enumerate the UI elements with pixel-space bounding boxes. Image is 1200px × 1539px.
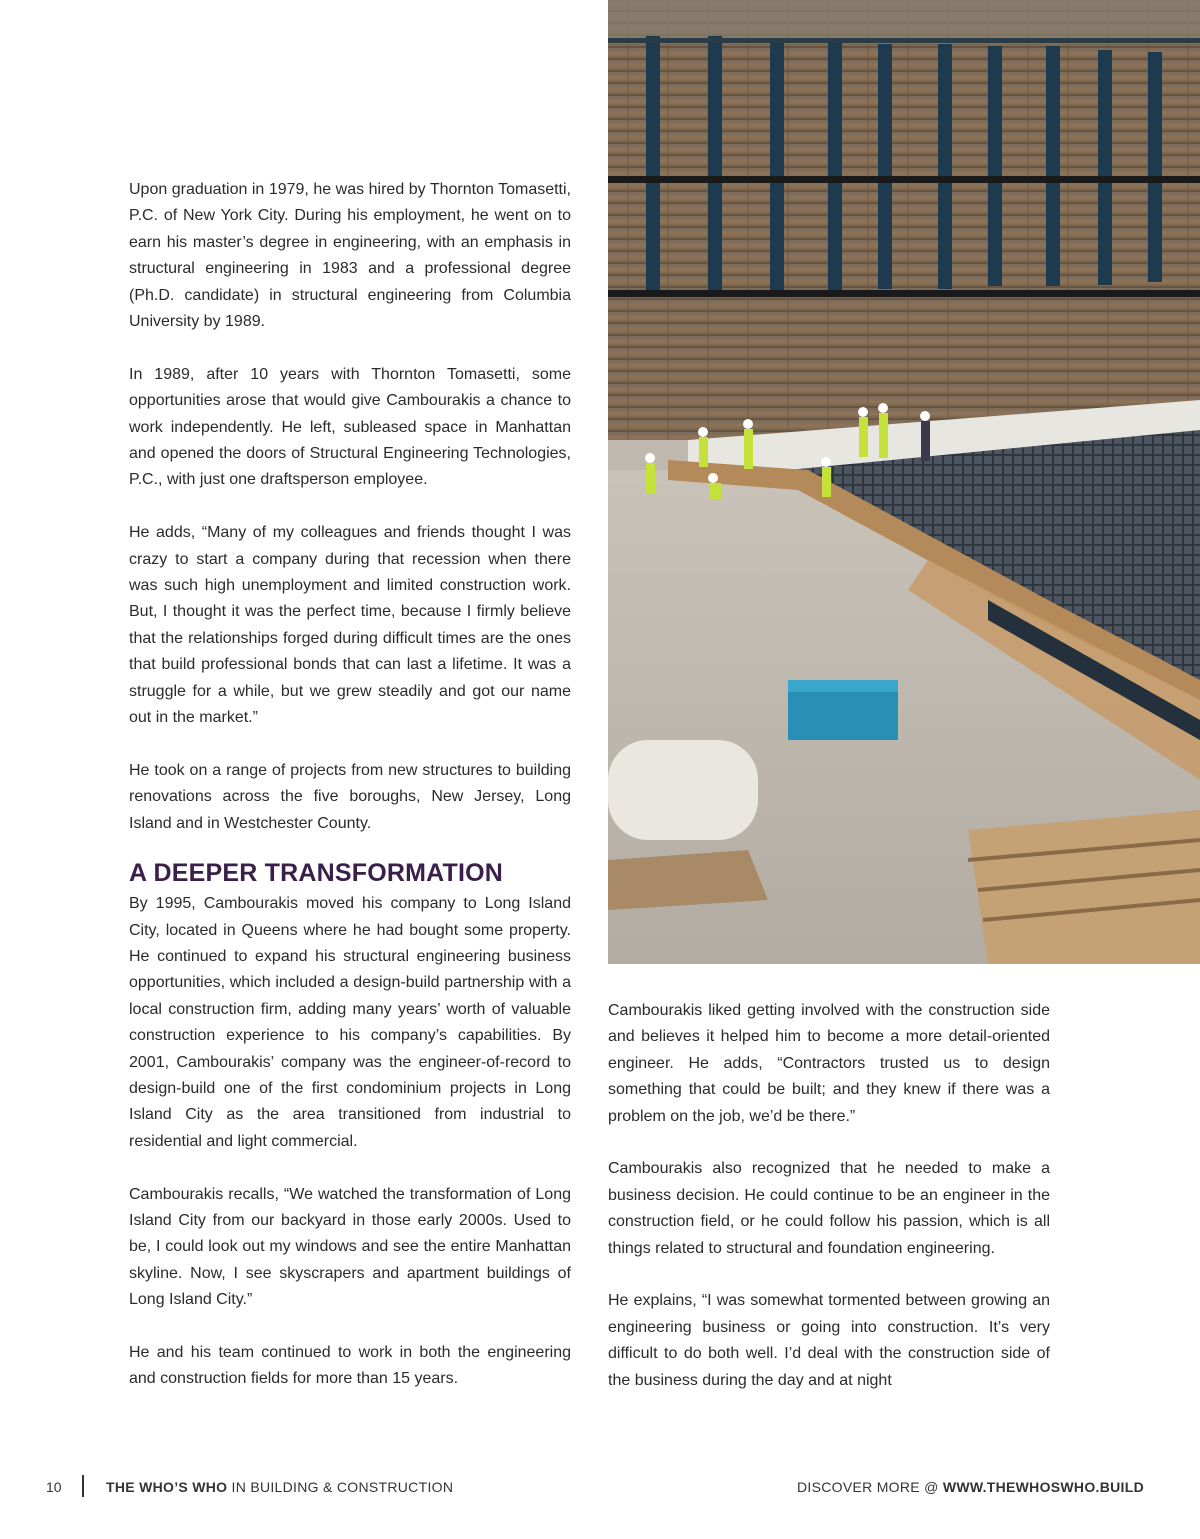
right-column <box>608 998 1050 1420</box>
paragraph: Cambourakis also recognized that he needed to make a business decision. He could continue to be an engineer in the construction field, or he could follow his passion, which is all things related to structural and foundation engineering. <box>608 1160 1050 1257</box>
page-number: 10 <box>46 1479 62 1495</box>
paragraph: In 1989, after 10 years with Thornton Tomasetti, some opportunities arose that would give Cambourakis a chance to work independently. He left, subleased space in Manhattan and opened the doors of Structural Engineering Technologies, P.C., with just one draftsperson employee. <box>129 365 571 489</box>
paragraph: Cambourakis liked getting involved with the construction side and believes it helped him to become a more detail-oriented engineer. He adds, “Contractors trusted us to design something that could be built; and they knew if there was a problem on the job, we’d be there.” <box>608 1002 1050 1125</box>
website-link[interactable] <box>797 1479 1144 1495</box>
paragraph: By 1995, Cambourakis moved his company to Long Island City, located in Queens where he had bought some property. He continued to expand his structural engineering business opportunities, which included a design-build partnership with a local construction firm, adding many years’ worth of valuable construction experience to his company’s capabilities. By 2001, Cambourakis’ company was the engineer-of-record to design-build one of the first condominium projects in Long Island City as the area transitioned from industrial to residential and light commercial. <box>129 895 571 1150</box>
construction-site-photo <box>608 0 1200 964</box>
discover-label: DISCOVER MORE @ <box>797 1479 943 1495</box>
footer-divider <box>82 1475 84 1497</box>
publication-name <box>106 1479 453 1495</box>
section-heading: A DEEPER TRANSFORMATION <box>129 859 504 888</box>
paragraph: Upon graduation in 1979, he was hired by Thornton Tomasetti, P.C. of New York City. During his employment, he went on to earn his master’s degree in engineering, with an emphasis in structural engineering in 1983 and a professional degree (Ph.D. candidate) in structural engineering from Columbia University by 1989. <box>129 181 571 331</box>
left-column <box>129 177 571 1419</box>
paragraph: Cambourakis recalls, “We watched the transformation of Long Island City from our backyard in those early 2000s. Used to be, I could look out my windows and see the entire Manhattan skyline. Now, I see skyscrapers and apartment buildings of Long Island City.” <box>129 1185 571 1309</box>
paragraph: He explains, “I was somewhat tormented between growing an engineering business or going into construction. It’s very difficult to do both well. I’d deal with the construction side of the business during the day and at night <box>608 1292 1050 1389</box>
paragraph: He and his team continued to work in both the engineering and construction fields for more than 15 years. <box>129 1343 571 1388</box>
paragraph: He took on a range of projects from new structures to building renovations across the five boroughs, New Jersey, Long Island and in Westchester County. <box>129 761 571 832</box>
website-url[interactable]: WWW.THEWHOSWHO.BUILD <box>942 1479 1144 1495</box>
publication-name-bold: THE WHO’S WHO <box>106 1479 228 1495</box>
publication-name-rest: IN BUILDING & CONSTRUCTION <box>227 1479 454 1495</box>
paragraph: He adds, “Many of my colleagues and friends thought I was crazy to start a company during that recession when there was such high unemployment and limited construction work. But, I thought it was the perfect time, because I firmly believe that the relationships forged during difficult times are the ones that build professional bonds that can last a lifetime. It was a struggle for a while, but we grew steadily and got our name out in the market.” <box>129 524 571 727</box>
page-footer <box>0 1475 1200 1501</box>
